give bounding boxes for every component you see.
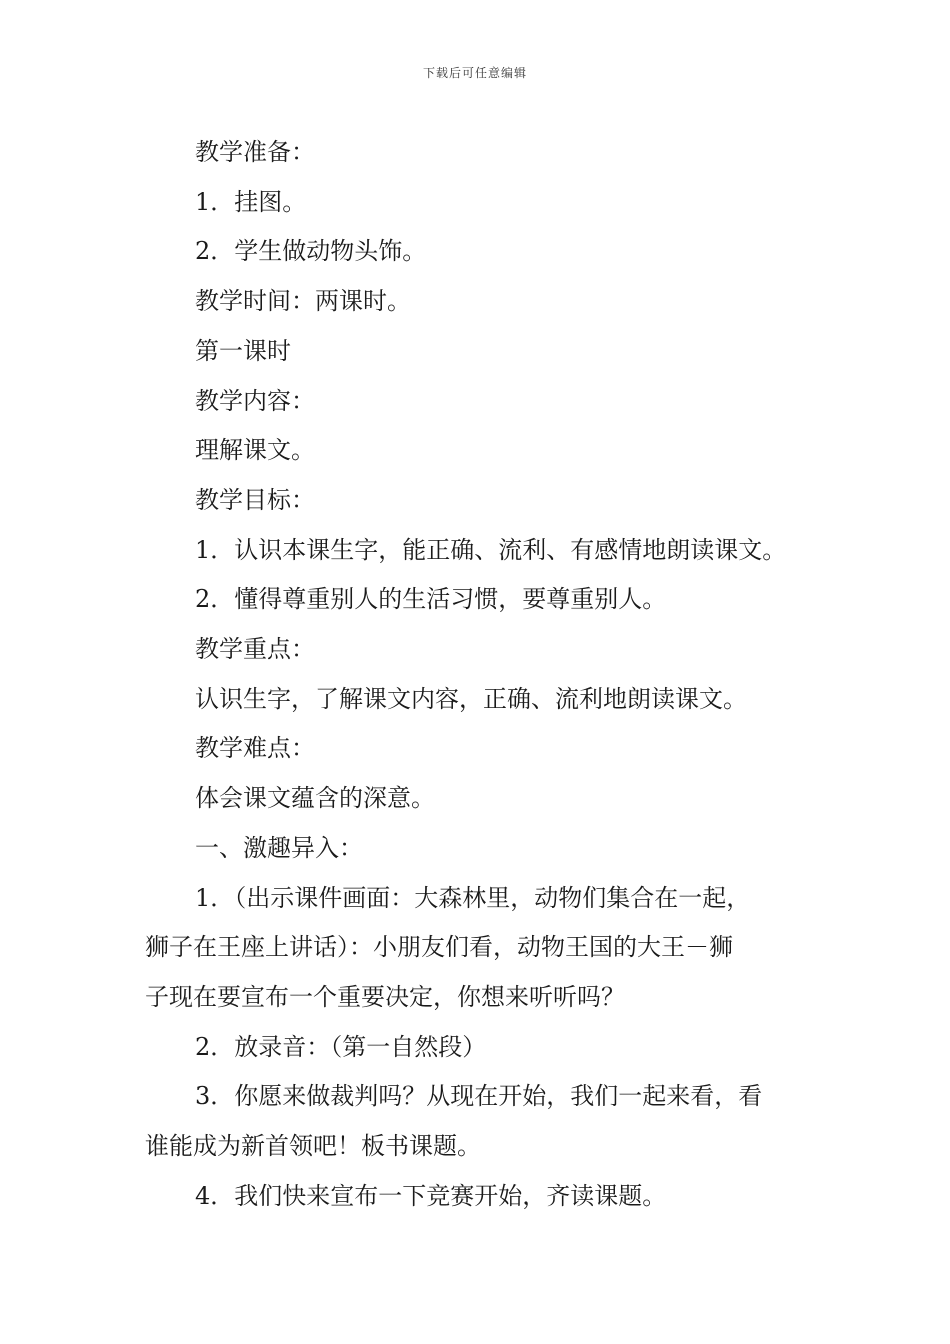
document-body xyxy=(145,128,815,1221)
text-line: 2．懂得尊重别人的生活习惯，要尊重别人。 xyxy=(195,585,667,614)
text-line: 一、激趣异入： xyxy=(195,833,363,862)
text-line: 1．认识本课生字，能正确、流利、有感情地朗读课文。 xyxy=(195,535,787,564)
text-line: 子现在要宣布一个重要决定，你想来听听吗？ xyxy=(145,982,625,1011)
text-line: 2．放录音：（第一自然段） xyxy=(195,1032,487,1061)
text-line: 教学难点： xyxy=(195,734,315,763)
text-line: 第一课时 xyxy=(195,336,291,365)
text-line: 谁能成为新首领吧！板书课题。 xyxy=(145,1132,481,1161)
text-line: 教学准备： xyxy=(195,138,315,166)
text-line: 教学重点： xyxy=(195,635,315,664)
text-line: 教学时间：两课时。 xyxy=(195,287,411,316)
page-header: 下载后可任意编辑 xyxy=(422,66,527,80)
text-line: 认识生字，了解课文内容，正确、流利地朗读课文。 xyxy=(195,684,747,713)
text-line: 教学目标： xyxy=(195,485,315,514)
text-line: 1．挂图。 xyxy=(195,187,307,216)
text-line: 2．学生做动物头饰。 xyxy=(195,237,427,266)
text-line: 3．你愿来做裁判吗？从现在开始，我们一起来看，看 xyxy=(195,1082,763,1111)
text-line: 4．我们快来宣布一下竞赛开始，齐读课题。 xyxy=(195,1181,667,1210)
text-line: 狮子在王座上讲话）：小朋友们看，动物王国的大王－狮 xyxy=(145,933,733,962)
text-line: 教学内容： xyxy=(195,386,315,415)
text-line: 体会课文蕴含的深意。 xyxy=(195,784,435,813)
text-line: 理解课文。 xyxy=(195,436,315,465)
text-line: 1．（出示课件画面：大森林里，动物们集合在一起， xyxy=(195,883,751,912)
